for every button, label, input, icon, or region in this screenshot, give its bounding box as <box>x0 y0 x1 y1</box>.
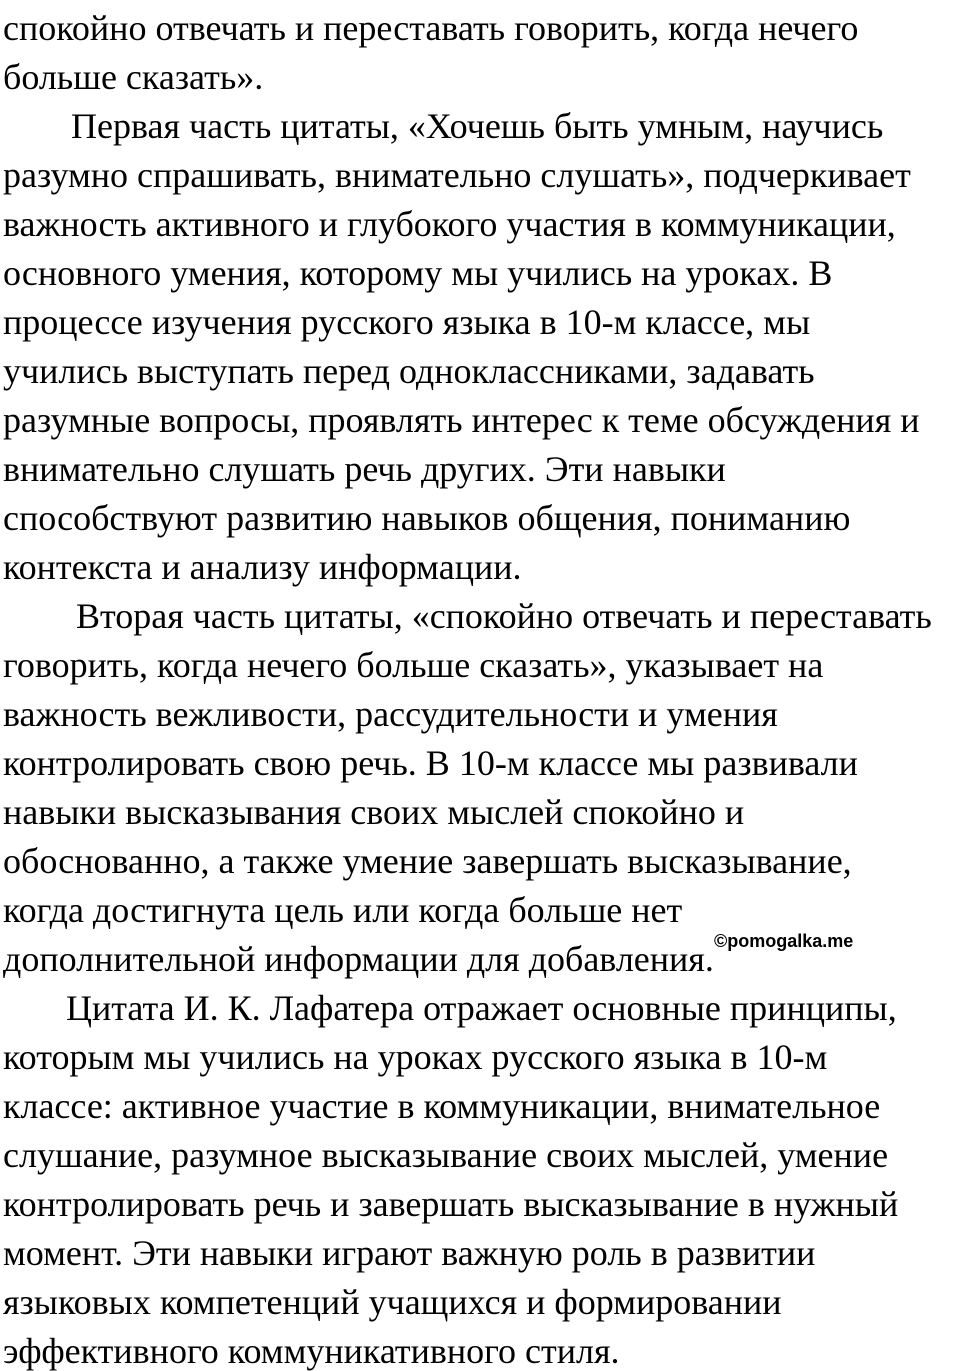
text-line-11: способствуют развитию навыков общения, пониманию <box>3 498 851 538</box>
text-line-25: контролировать речь и завершать высказывание в нужный <box>3 1184 899 1224</box>
paragraph-start-line: Первая часть цитаты, «Хочешь быть умным, научись <box>71 106 884 146</box>
text-line-8: учились выступать перед одноклассниками, задавать <box>3 351 815 391</box>
paragraph-start-line: Вторая часть цитаты, «спокойно отвечать и переставать <box>76 596 932 636</box>
text-line-27: языковых компетенций учащихся и формировании <box>3 1282 782 1322</box>
text-line-16: контролировать свою речь. В 10-м классе мы развивали <box>3 743 858 783</box>
text-line-28: эффективного коммуникативного стиля. <box>3 1331 620 1371</box>
text-line-22: которым мы учились на уроках русского языка в 10-м <box>3 1037 828 1077</box>
text-line-24: слушание, разумное высказывание своих мыслей, умение <box>3 1135 889 1175</box>
text-line-1: спокойно отвечать и переставать говорить, когда нечего <box>3 8 859 48</box>
text-line-26: момент. Эти навыки играют важную роль в развитии <box>3 1233 816 1273</box>
text-line-17: навыки высказывания своих мыслей спокойно и <box>3 792 745 832</box>
text-line-5: важность активного и глубокого участия в коммуникации, <box>3 204 896 244</box>
text-line-14: говорить, когда нечего больше сказать», указывает на <box>3 645 824 685</box>
text-line-12: контекста и анализу информации. <box>3 547 522 587</box>
text-line-7: процессе изучения русского языка в 10-м классе, мы <box>3 302 811 342</box>
text-line-6: основного умения, которому мы учились на уроках. В <box>3 253 833 293</box>
text-line-2: больше сказать». <box>3 57 264 97</box>
paragraph-start-line: Цитата И. К. Лафатера отражает основные принципы, <box>66 988 897 1028</box>
text-line-23: классе: активное участие в коммуникации, внимательное <box>3 1086 881 1126</box>
text-line-9: разумные вопросы, проявлять интерес к теме обсуждения и <box>3 400 920 440</box>
text-line-18: обоснованно, а также умение завершать высказывание, <box>3 841 852 881</box>
watermark: ©pomogalka.me <box>714 931 854 951</box>
text-line-19: когда достигнута цель или когда больше нет <box>3 890 683 930</box>
text-line-10: внимательно слушать речь других. Эти навыки <box>3 449 726 489</box>
text-line-4: разумно спрашивать, внимательно слушать», подчеркивает <box>3 155 911 195</box>
text-line-15: важность вежливости, рассудительности и умения <box>3 694 778 734</box>
text-line-20: дополнительной информации для добавления. <box>3 939 714 979</box>
